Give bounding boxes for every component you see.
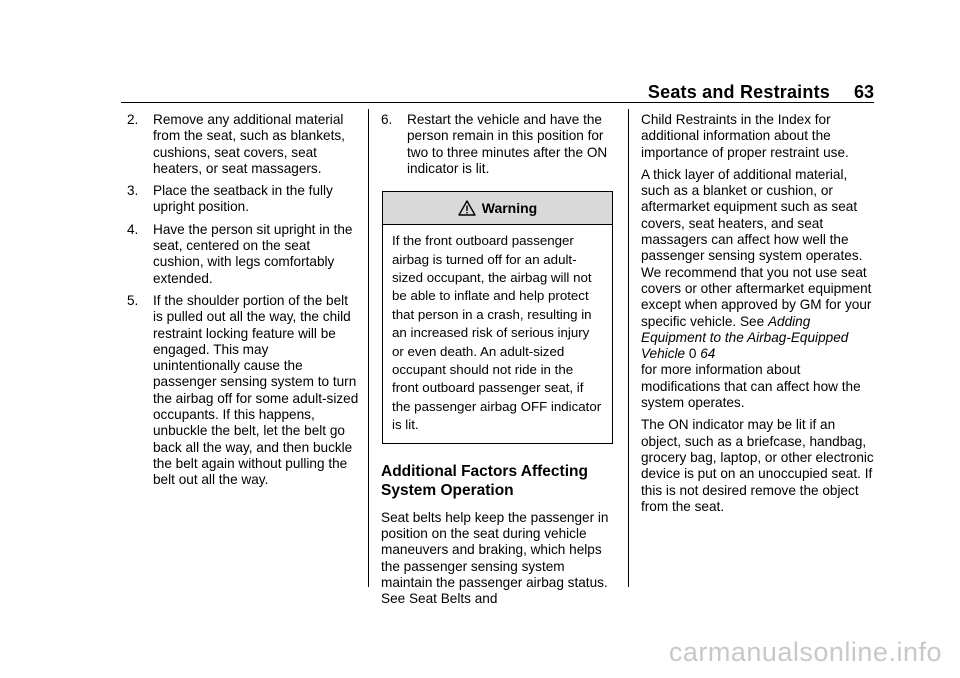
cross-reference-link[interactable]: Adding Equipment to the Airbag-Equipped Vehicle (641, 313, 849, 362)
step-text: Have the person sit upright in the seat, centered on the seat cushion, with legs comfortably extended. (153, 221, 353, 286)
paragraph: Child Restraints in the Index for additional information about the importance of proper restraint use. (641, 112, 849, 160)
step-number: 2. (127, 112, 139, 127)
step-text: Remove any additional material from the seat, such as blankets, cushions, seat covers, seat heaters, or seat massagers. (153, 112, 345, 176)
column-divider (628, 109, 629, 587)
paragraph: Seat belts help keep the passenger in position on the seat during vehicle maneuvers and braking, which helps the passenger sensing system maintain the passenger airbag status. See Seat Belts and (381, 509, 609, 607)
page-header (0, 0, 960, 104)
paragraph-text: A thick layer of additional material, such as a blanket or cushion, or aftermarket equipment such as seat covers, seat heaters, and seat massagers can affect how well the passenger sensing system operates. We recommend that you not use seat covers or other aftermarket equipment except when approved by GM for your specific vehicle. See (641, 166, 872, 329)
paragraph: The ON indicator may be lit if an object, such as a briefcase, handbag, grocery bag, laptop, or other electronic device is put on an unoccupied seat. If this is not desired remove the object from the seat. (641, 417, 874, 514)
paragraph (641, 167, 876, 411)
header-rule (121, 102, 874, 103)
step-text: If the shoulder portion of the belt is pulled out all the way, the child restraint locking feature will be engaged. This may unintentionally cause the passenger sensing system to turn the airbag off for some adult-sized occupants. If this happens, unbuckle the belt, let the belt go back all the way, and then buckle the belt again without pulling the belt out all the way. (153, 292, 359, 488)
page-ref-number[interactable]: 64 (700, 346, 716, 362)
warning-header (383, 192, 612, 225)
section-title: Seats and Restraints (647, 82, 830, 102)
warning-body: If the front outboard passenger airbag is turned off for an adult-sized occupant, the airbag will not be able to inflate and help protect that person in a crash, resulting in an increased risk of serious injury or even death. An adult-sized occupant should not ride in the front outboard passenger seat, if the passenger airbag OFF indicator is lit. (392, 233, 602, 433)
step-item (127, 293, 359, 489)
step-number: 4. (127, 221, 139, 237)
step-number: 5. (127, 292, 139, 308)
step-number: 6. (381, 112, 393, 127)
step-item (127, 222, 359, 287)
warning-title: Warning (481, 200, 538, 217)
step-item (127, 112, 359, 177)
page-ref-arrow-icon: 0 (688, 346, 697, 362)
column-3 (641, 112, 876, 521)
warning-triangle-icon (458, 200, 476, 216)
column-divider (368, 109, 369, 587)
step-text: Place the seatback in the fully upright position. (153, 183, 333, 215)
step-item (127, 183, 359, 216)
column-2 (381, 112, 617, 607)
page-number: 63 (853, 82, 874, 102)
warning-box (382, 191, 613, 443)
section-heading: Additional Factors Affecting System Operation (381, 462, 588, 499)
step-text: Restart the vehicle and have the person remain in this position for two to three minutes after the ON indicator is lit. (407, 112, 608, 176)
watermark: carmanualsonline.info (668, 637, 942, 667)
step-number: 3. (127, 183, 139, 199)
paragraph-text: for more information about modifications that can affect how the system operates. (641, 362, 861, 411)
column-1 (127, 112, 359, 495)
step-item (381, 112, 617, 177)
